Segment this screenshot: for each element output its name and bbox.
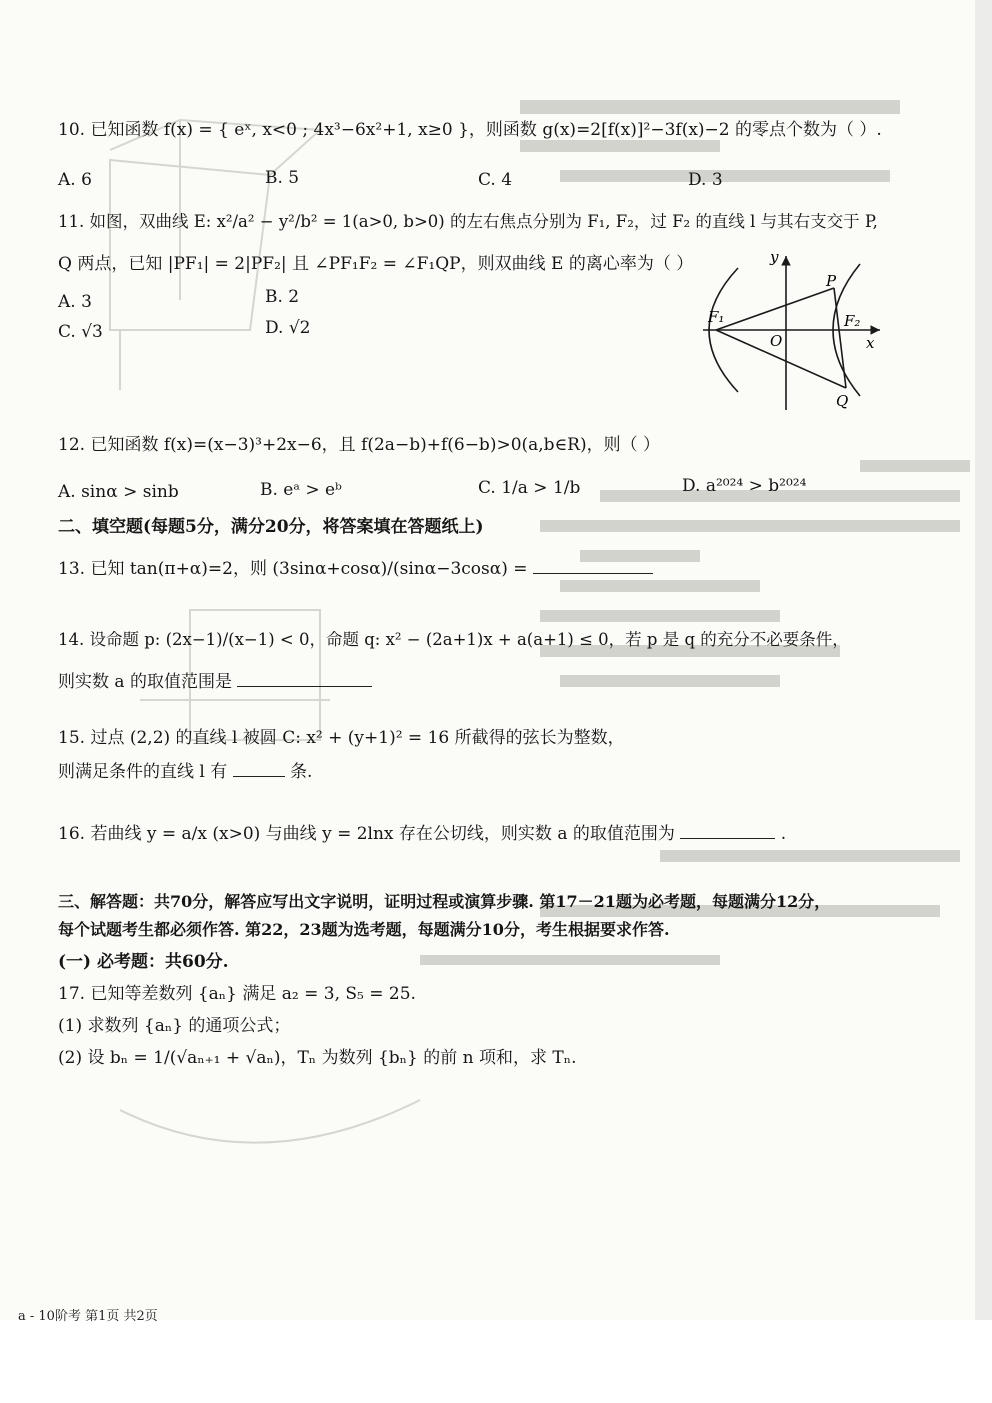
q16-answer-blank [680, 822, 775, 839]
q11-option-a: A. 3 [58, 292, 92, 312]
section-3-heading-line2: 每个试题考生都必须作答. 第22，23题为选考题，每题满分10分，考生根据要求作答. [58, 920, 670, 939]
label-x: x [866, 334, 875, 352]
question-14-stem-line2: 则实数 a 的取值范围是 [58, 672, 232, 692]
q12-option-c: C. 1/a > 1/b [478, 478, 581, 498]
hyperbola-figure [698, 248, 898, 418]
q10-option-a: A. 6 [58, 170, 92, 190]
question-13-stem: 13. 已知 tan(π+α)=2，则 (3sinα+cosα)/(sinα−3cosα) = [58, 559, 528, 579]
question-15-stem-line2: 则满足条件的直线 l 有 [58, 762, 228, 782]
section-3-heading-line1: 三、解答题：共70分，解答应写出文字说明，证明过程或演算步骤. 第17－21题为必考题，每题满分12分， [58, 892, 831, 911]
question-12-stem: 12. 已知函数 f(x)=(x−3)³+2x−6，且 f(2a−b)+f(6−b)>0(a,b∈R)，则（ ） [58, 435, 660, 455]
q12-option-d: D. a²⁰²⁴ > b²⁰²⁴ [682, 476, 807, 496]
question-14-stem-line1: 14. 设命题 p: (2x−1)/(x−1) < 0，命题 q: x² − (2a+1)x + a(a+1) ≤ 0，若 p 是 q 的充分不必要条件， [58, 630, 849, 649]
line-f1p [716, 288, 834, 330]
question-17-part2: (2) 设 bₙ = 1/(√aₙ₊₁ + √aₙ)，Tₙ 为数列 {bₙ} 的前 n 项和，求 Tₙ. [58, 1048, 577, 1068]
q11-option-d: D. √2 [265, 318, 311, 338]
question-14-line2 [58, 670, 952, 694]
question-17-part1: (1) 求数列 {aₙ} 的通项公式； [58, 1016, 291, 1036]
question-16 [58, 822, 952, 846]
q12-option-a: A. sinα > sinb [58, 482, 179, 502]
question-16-stem: 16. 若曲线 y = a/x (x>0) 与曲线 y = 2lnx 存在公切线，则实数 a 的取值范围为 [58, 824, 675, 844]
question-15-stem-line1: 15. 过点 (2,2) 的直线 l 被圆 C: x² + (y+1)² = 16 所截得的弦长为整数， [58, 728, 625, 748]
q12-option-b: B. eᵃ > eᵇ [260, 480, 342, 500]
label-y: y [770, 248, 779, 266]
label-q: Q [836, 392, 849, 410]
label-f2: F₂ [844, 312, 861, 330]
q10-option-d: D. 3 [688, 170, 723, 190]
label-o: O [770, 332, 783, 350]
q11-option-b: B. 2 [265, 287, 300, 307]
page-footer: a - 10阶考 第1页 共2页 [18, 1309, 158, 1324]
q10-option-b: B. 5 [265, 168, 300, 188]
question-16-tail: . [780, 824, 787, 844]
q10-option-c: C. 4 [478, 170, 513, 190]
q14-answer-blank [237, 670, 372, 687]
question-11-stem-line2: Q 两点，已知 |PF₁| = 2|PF₂| 且 ∠PF₁F₂ = ∠F₁QP，则双曲线 E 的离心率为（ ） [58, 254, 694, 274]
section-3-subheading: (一) 必考题：共60分. [58, 952, 229, 972]
question-11-stem-line1: 11. 如图，双曲线 E: x²/a² − y²/b² = 1(a>0, b>0) 的左右焦点分别为 F₁, F₂，过 F₂ 的直线 l 与其右支交于 P, [58, 212, 878, 231]
question-15-tail: 条. [290, 762, 313, 782]
line-pq [834, 288, 846, 388]
question-15-line2 [58, 760, 952, 784]
question-17-stem: 17. 已知等差数列 {aₙ} 满足 a₂ = 3, S₅ = 25. [58, 984, 416, 1004]
q15-answer-blank [233, 760, 285, 777]
label-p: P [826, 272, 837, 290]
question-10-stem: 10. 已知函数 f(x) = { eˣ, x<0 ; 4x³−6x²+1, x≥0 }，则函数 g(x)=2[f(x)]²−3f(x)−2 的零点个数为（ ）. [58, 120, 882, 140]
question-13 [58, 557, 952, 581]
q13-answer-blank [533, 557, 653, 574]
section-2-heading: 二、填空题(每题5分，满分20分，将答案填在答题纸上) [58, 517, 484, 537]
q11-option-c: C. √3 [58, 322, 103, 342]
label-f1: F₁ [708, 308, 725, 326]
